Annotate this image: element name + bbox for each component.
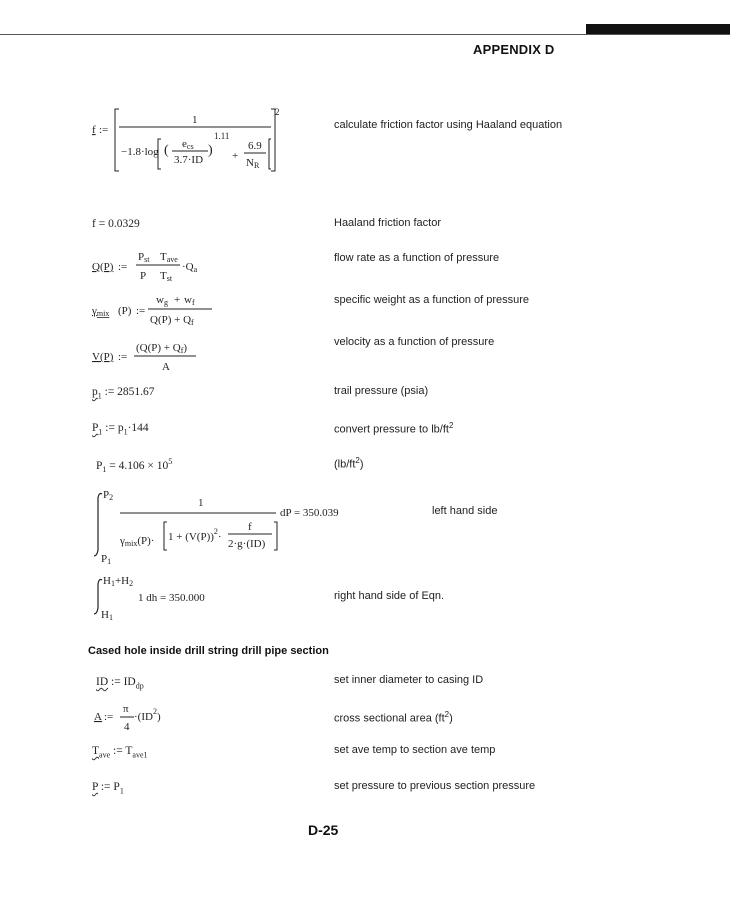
convert-pressure-eq: [92, 422, 149, 436]
svg-text:H1: [101, 609, 113, 622]
eq13-assign: :=: [113, 745, 123, 757]
eq10-lower-sub: 1: [108, 613, 113, 622]
eq13-lhs: T: [92, 745, 100, 757]
lhs-integral-equation: [88, 486, 358, 566]
svg-text:NR: [246, 157, 260, 170]
eq9-upper: P: [103, 489, 110, 501]
svg-text:γmix: [91, 305, 109, 318]
section-heading: Cased hole inside drill string drill pipe section: [88, 645, 329, 657]
eq10-upper-sub2: 2: [129, 579, 134, 588]
eq11-description: set inner diameter to casing ID: [334, 674, 484, 686]
eq6-lhs: p: [92, 386, 98, 398]
eq1-nr-sub: R: [253, 161, 260, 170]
eq11-assign: :=: [111, 676, 121, 688]
eq14-lhs: P: [92, 781, 98, 793]
eq7-rhs-sub: 1: [123, 427, 128, 437]
velocity-equation: [88, 336, 238, 376]
eq1-ecs: e: [182, 138, 187, 150]
appendix-title: APPENDIX D: [473, 42, 555, 57]
eq9-gamma: γ: [120, 535, 125, 547]
eq9-numerator: 1: [198, 497, 204, 509]
eq1-power: 2: [275, 107, 280, 117]
svg-text:Q(P) + Qf: [150, 314, 194, 327]
eq1-assign: :=: [99, 124, 109, 136]
svg-text:wg: [156, 294, 168, 307]
svg-text:P2: [103, 489, 113, 502]
eq5-num-sub: f: [180, 346, 184, 355]
svg-text:1 + (V(P))2·: [168, 527, 222, 543]
eq3-num-sub: st: [144, 255, 150, 264]
specific-weight-equation: [88, 290, 248, 330]
eq7-desc-sup: 2: [448, 421, 454, 430]
eq5-assign: :=: [118, 351, 128, 363]
eq3-num2: T: [160, 251, 167, 263]
eq7-rhs: p: [117, 422, 124, 434]
eq9-result: dP = 350.039: [280, 507, 339, 519]
eq8-rhs: = 4.106 × 10: [109, 459, 169, 472]
eq5-lhs: V(P): [92, 351, 114, 363]
svg-text:·(ID2): [134, 707, 161, 723]
eq4-num-a-sub: g: [163, 298, 168, 307]
eq12-lhs: A: [94, 711, 102, 723]
eq3-assign: :=: [118, 261, 128, 273]
eq12-body: ·(ID: [134, 711, 153, 723]
eq6-description: trail pressure (psia): [334, 385, 429, 397]
eq1-six-nine: 6.9: [248, 140, 262, 152]
eq3-num2-sub: ave: [166, 255, 178, 264]
eq4-num-b-sub: f: [191, 298, 195, 307]
eq10-upper-sub: 1: [110, 579, 115, 588]
eq14-assign: :=: [100, 781, 111, 793]
eq9-one-plus: 1 + (V(P)): [168, 531, 214, 543]
header-rule: [0, 34, 730, 35]
svg-text:Tave: [160, 251, 178, 264]
eq11-rhs-sub: dp: [135, 681, 144, 691]
eq2-description: Haaland friction factor: [334, 217, 441, 229]
eq5-den: A: [162, 361, 170, 373]
eq7-assign: :=: [105, 422, 115, 434]
svg-text:(Q(P) + Qf): [136, 342, 187, 355]
svg-text:P1: [101, 553, 111, 566]
eq3-mult: Q: [185, 261, 194, 273]
eq4-num-b: w: [184, 294, 192, 306]
eq1-numerator: 1: [192, 114, 198, 126]
eq5-num-close: ): [183, 342, 188, 354]
eq8-lhs: P: [96, 459, 103, 472]
svg-text:γmix(P)·: [119, 535, 154, 548]
ave-temp-eq: [92, 745, 148, 759]
eq1-exp: 1.11: [214, 131, 230, 141]
svg-text:(: (: [164, 143, 169, 158]
eq12-den: 4: [124, 721, 130, 733]
eq4-num-plus: +: [174, 294, 181, 306]
trail-pressure-eq: [92, 386, 155, 400]
haaland-equation: [88, 103, 288, 175]
eq3-den2-sub: st: [166, 274, 173, 283]
eq12-desc-sup: 2: [444, 710, 450, 719]
pressure-value-eq: [96, 457, 172, 474]
eq10-body: 1 dh = 350.000: [138, 592, 205, 604]
area-equation: [88, 700, 208, 736]
haaland-result: f = 0.0329: [92, 218, 140, 230]
eq7-lhs-sub: 1: [98, 427, 103, 437]
eq9-sq: 2: [213, 527, 218, 536]
flow-rate-equation: [88, 246, 238, 286]
eq1-ecs-sub: cs: [186, 142, 194, 151]
eq8-lhs-sub: 1: [102, 465, 107, 475]
eq12-assign: :=: [104, 711, 114, 723]
eq9-gamma-sub: mix: [124, 539, 138, 548]
eq8-description: [334, 456, 364, 471]
eq8-desc-close: ): [359, 458, 364, 471]
eq13-description: set ave temp to section ave temp: [334, 744, 496, 756]
eq9-upper-sub: 2: [109, 493, 114, 502]
eq14-rhs-sub: 1: [119, 786, 124, 796]
eq12-description: [334, 710, 453, 725]
eq9-dot: ·: [217, 531, 222, 543]
page-number: D-25: [308, 822, 339, 838]
eq12-close: ): [156, 711, 161, 723]
eq12-num: π: [123, 703, 129, 715]
eq9-gamma-arg: (P)·: [137, 535, 155, 547]
eq4-description: specific weight as a function of pressure: [334, 294, 530, 306]
eq13-lhs-sub: ave: [99, 750, 111, 760]
eq4-lhs: γ: [92, 305, 97, 317]
eq10-upper-plus: +H: [114, 575, 130, 587]
eq10-upper: H: [103, 575, 111, 587]
eq6-rhs: := 2851.67: [104, 386, 155, 398]
eq4-num-a: w: [156, 294, 164, 306]
svg-text:Tst: [160, 270, 173, 283]
eq11-rhs: ID: [123, 676, 136, 688]
eq5-description: velocity as a function of pressure: [334, 336, 495, 348]
eq10-lower: H: [101, 609, 109, 621]
eq4-lhs-sub: mix: [96, 309, 110, 318]
eq12-desc-text: cross sectional area (ft: [334, 712, 445, 725]
eq4-den: Q(P) + Q: [150, 314, 192, 326]
eq8-rhs-sup: 5: [168, 457, 173, 466]
eq3-description: flow rate as a function of pressure: [334, 252, 500, 264]
eq1-nr: N: [246, 157, 254, 169]
eq3-mult-sub: a: [193, 265, 198, 274]
eq5-num: (Q(P) + Q: [136, 342, 181, 354]
eq12-sup: 2: [152, 707, 157, 716]
eq3-den: P: [140, 270, 147, 282]
eq9-lower-sub: 1: [107, 557, 112, 566]
eq7-rhs-tail: ·144: [127, 422, 149, 434]
eq4-assign: :=: [136, 305, 146, 317]
eq7-desc-text: convert pressure to lb/ft: [334, 423, 449, 436]
eq3-num: P: [138, 251, 145, 263]
eq4-lhs-arg: (P): [118, 305, 132, 317]
eq3-den2: T: [160, 270, 167, 282]
eq1-description: calculate friction factor using Haaland equation: [334, 119, 563, 131]
eq4-den-sub: f: [191, 318, 194, 327]
eq10-description: right hand side of Eqn.: [334, 590, 445, 602]
eq9-lower: P: [101, 553, 108, 565]
eq9-f: f: [248, 521, 252, 533]
eq11-lhs: ID: [96, 676, 109, 688]
eq14-rhs: P: [113, 781, 120, 793]
set-pressure-eq: [92, 781, 124, 795]
svg-text:Pst: [138, 251, 150, 264]
eq7-lhs: P: [92, 422, 99, 434]
inner-diameter-eq: [96, 676, 144, 690]
eq1-denom: 3.7·ID: [174, 154, 204, 166]
eq13-rhs-sub: ave1: [132, 750, 148, 760]
eq1-plus: +: [232, 150, 239, 162]
eq7-description: [334, 421, 453, 436]
eq8-desc-sup: 2: [355, 456, 360, 465]
eq1-log: −1.8·log: [121, 146, 159, 158]
eq12-desc-close: ): [449, 712, 453, 725]
eq14-description: set pressure to previous section pressure: [334, 780, 536, 792]
svg-text:wf: [184, 294, 195, 307]
eq6-lhs-sub: 1: [97, 391, 102, 401]
eq1-lhs: f: [92, 124, 96, 136]
eq9-description: left hand side: [432, 505, 498, 517]
svg-text:ecs: [182, 138, 194, 151]
svg-text:H1+H2: [103, 575, 133, 588]
eq13-rhs: T: [125, 745, 133, 757]
eq9-f-den: 2·g·(ID): [228, 538, 266, 550]
rhs-integral-equation: [88, 572, 258, 624]
eq8-desc-text: (lb/ft: [334, 458, 356, 471]
svg-text:·Qa: ·Qa: [182, 261, 198, 274]
svg-text:): ): [208, 143, 213, 158]
eq3-lhs: Q(P): [92, 261, 114, 273]
